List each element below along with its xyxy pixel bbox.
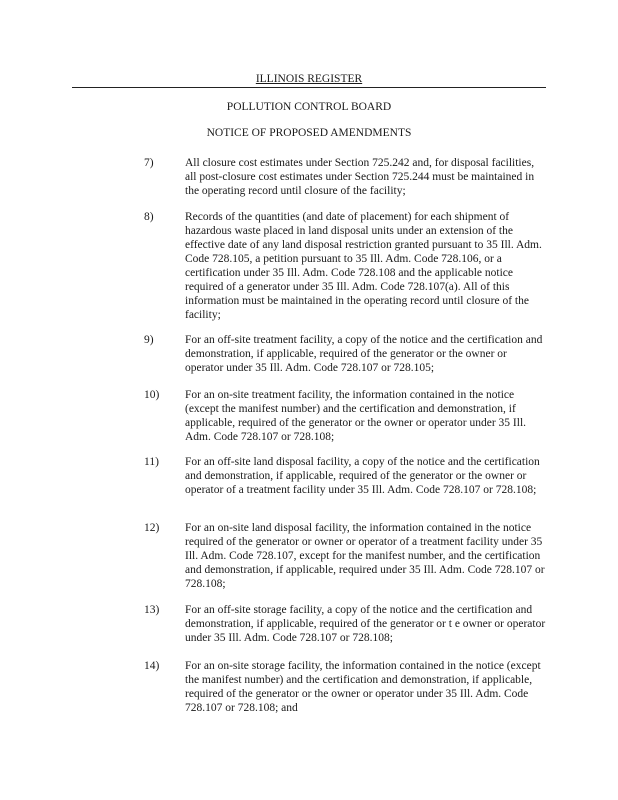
- notice-title: NOTICE OF PROPOSED AMENDMENTS: [206, 127, 412, 139]
- item-number: 11): [144, 456, 159, 468]
- item-number: 8): [144, 211, 154, 223]
- item-number: 12): [144, 522, 160, 534]
- board-name: POLLUTION CONTROL BOARD: [226, 101, 392, 113]
- item-number: 10): [144, 389, 160, 401]
- item-text: For an on-site storage facility, the information contained in the notice (except the manifest number) and the certification and demonstration, if applicable, required of the generator or the owner or operator under 35 Ill. Adm. Code 728.107 or 728.108; and: [185, 660, 541, 714]
- item-text: Records of the quantities (and date of placement) for each shipment of hazardous waste placed in land disposal units under an extension of the effective date of any land disposal restriction granted pursuant to 35 Ill. Adm. Code 728.105, a petition pursuant to 35 Ill. Adm. Code 728.106, or a certification under 35 Ill. Adm. Code 728.108 and the applicable notice required of a generator under 35 Ill. Adm. Code 728.107(a). All of this information must be maintained in the operating record until closure of the facility;: [185, 211, 542, 321]
- header-rule: [72, 87, 546, 88]
- item-number: 14): [144, 660, 160, 672]
- item-number: 9): [144, 334, 154, 346]
- item-text: For an off-site treatment facility, a copy of the notice and the certification and demonstration, if applicable, required of the generator or the owner or operator under 35 Ill. Adm. Code 728.107 or 728.105;: [185, 334, 543, 374]
- item-text: All closure cost estimates under Section 725.242 and, for disposal facilities, all post-closure cost estimates under Section 725.244 must be maintained in the operating record until closure of the facility;: [185, 157, 535, 197]
- item-text: For an off-site land disposal facility, a copy of the notice and the certification and demonstration, if applicable, required of the generator or the owner or operator of a treatment facility under 35 Ill. Adm. Code 728.107 or 728.108;: [185, 456, 540, 496]
- item-text: For an off-site storage facility, a copy of the notice and the certification and demonstration, if applicable, required of the generator or t e owner or operator under 35 Ill. Adm. Code 728.107 or 728.108;: [185, 604, 546, 644]
- item-number: 13): [144, 604, 160, 616]
- register-title: ILLINOIS REGISTER: [255, 73, 363, 85]
- item-text: For an on-site land disposal facility, the information contained in the notice required of the generator or owner or operator of a treatment facility under 35 Ill. Adm. Code 728.107, except for the manifest number, and the certification and demonstration, if applicable, required under 35 Ill. Adm. Code 728.107 or 728.108;: [185, 522, 545, 590]
- item-number: 7): [144, 157, 154, 169]
- item-text: For an on-site treatment facility, the information contained in the notice (except the manifest number) and the certification and demonstration, if applicable, required of the generator or the owner or operator under 35 Ill. Adm. Code 728.107 or 728.108;: [185, 389, 527, 443]
